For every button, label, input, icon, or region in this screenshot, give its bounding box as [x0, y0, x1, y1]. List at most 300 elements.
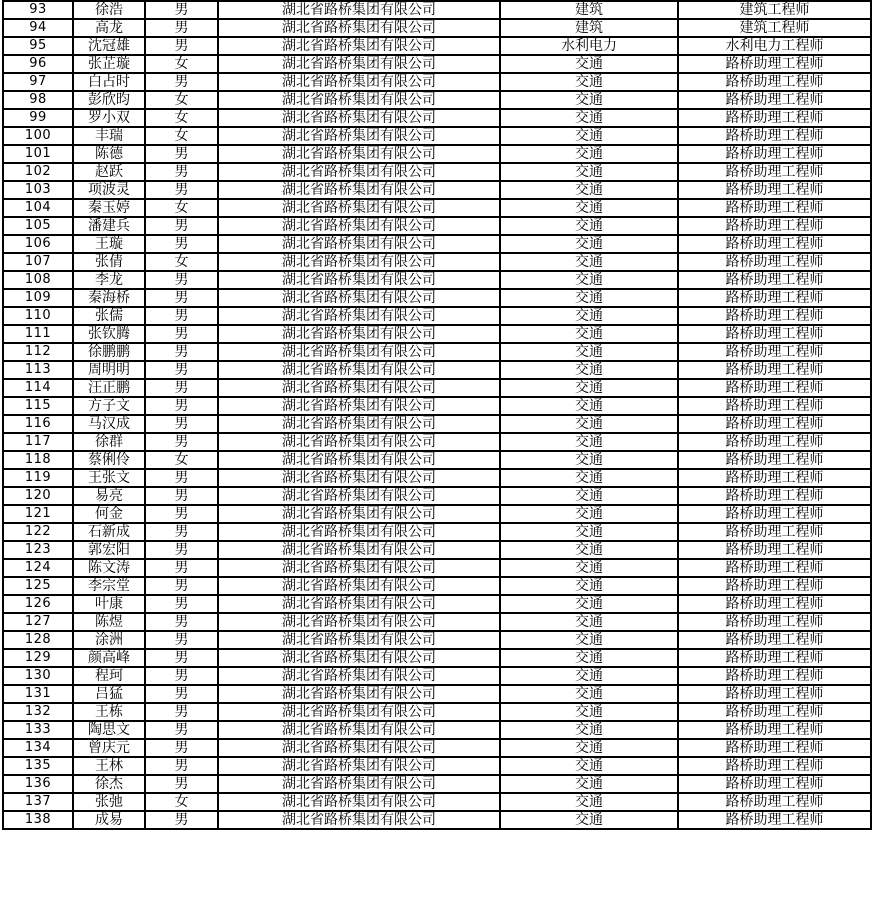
- cell-field[interactable]: 交通: [500, 397, 678, 415]
- cell-title[interactable]: 水利电力工程师: [678, 37, 871, 55]
- cell-name[interactable]: 秦玉婷: [73, 199, 145, 217]
- table-row: [3, 703, 871, 721]
- cell-gender[interactable]: 女: [145, 199, 218, 217]
- cell-row-number[interactable]: 129: [3, 649, 73, 667]
- cell-gender[interactable]: 男: [145, 397, 218, 415]
- cell-company[interactable]: 湖北省路桥集团有限公司: [218, 469, 500, 487]
- cell-field[interactable]: 交通: [500, 253, 678, 271]
- cell-gender[interactable]: 男: [145, 685, 218, 703]
- cell-name[interactable]: 徐浩: [73, 1, 145, 19]
- cell-company[interactable]: 湖北省路桥集团有限公司: [218, 613, 500, 631]
- cell-gender[interactable]: 女: [145, 127, 218, 145]
- table-row: [3, 1, 871, 19]
- cell-gender[interactable]: 男: [145, 217, 218, 235]
- cell-gender[interactable]: 男: [145, 37, 218, 55]
- cell-field[interactable]: 交通: [500, 91, 678, 109]
- cell-company[interactable]: 湖北省路桥集团有限公司: [218, 487, 500, 505]
- cell-company[interactable]: 湖北省路桥集团有限公司: [218, 649, 500, 667]
- cell-title[interactable]: 路桥助理工程师: [678, 73, 871, 91]
- cell-row-number[interactable]: 104: [3, 199, 73, 217]
- cell-row-number[interactable]: 131: [3, 685, 73, 703]
- cell-row-number[interactable]: 117: [3, 433, 73, 451]
- cell-company[interactable]: 湖北省路桥集团有限公司: [218, 217, 500, 235]
- cell-name[interactable]: 白占时: [73, 73, 145, 91]
- cell-name[interactable]: 张儒: [73, 307, 145, 325]
- cell-field[interactable]: 交通: [500, 325, 678, 343]
- cell-title[interactable]: 路桥助理工程师: [678, 505, 871, 523]
- cell-title[interactable]: 路桥助理工程师: [678, 793, 871, 811]
- cell-row-number[interactable]: 121: [3, 505, 73, 523]
- cell-title[interactable]: 路桥助理工程师: [678, 181, 871, 199]
- cell-title[interactable]: 路桥助理工程师: [678, 775, 871, 793]
- cell-company[interactable]: 湖北省路桥集团有限公司: [218, 541, 500, 559]
- cell-title[interactable]: 路桥助理工程师: [678, 55, 871, 73]
- cell-company[interactable]: 湖北省路桥集团有限公司: [218, 163, 500, 181]
- cell-title[interactable]: 路桥助理工程师: [678, 91, 871, 109]
- table-row: [3, 307, 871, 325]
- cell-company[interactable]: 湖北省路桥集团有限公司: [218, 109, 500, 127]
- cell-title[interactable]: 路桥助理工程师: [678, 667, 871, 685]
- cell-row-number[interactable]: 130: [3, 667, 73, 685]
- cell-title[interactable]: 路桥助理工程师: [678, 631, 871, 649]
- cell-title[interactable]: 路桥助理工程师: [678, 397, 871, 415]
- cell-row-number[interactable]: 138: [3, 811, 73, 829]
- cell-title[interactable]: 路桥助理工程师: [678, 145, 871, 163]
- cell-title[interactable]: 路桥助理工程师: [678, 487, 871, 505]
- cell-gender[interactable]: 男: [145, 703, 218, 721]
- cell-row-number[interactable]: 119: [3, 469, 73, 487]
- cell-field[interactable]: 水利电力: [500, 37, 678, 55]
- cell-field[interactable]: 交通: [500, 289, 678, 307]
- cell-title[interactable]: 路桥助理工程师: [678, 433, 871, 451]
- cell-company[interactable]: 湖北省路桥集团有限公司: [218, 631, 500, 649]
- cell-name[interactable]: 潘建兵: [73, 217, 145, 235]
- cell-company[interactable]: 湖北省路桥集团有限公司: [218, 397, 500, 415]
- cell-title[interactable]: 路桥助理工程师: [678, 577, 871, 595]
- cell-field[interactable]: 交通: [500, 649, 678, 667]
- cell-title[interactable]: 路桥助理工程师: [678, 325, 871, 343]
- cell-title[interactable]: 路桥助理工程师: [678, 415, 871, 433]
- cell-name[interactable]: 吕猛: [73, 685, 145, 703]
- cell-field[interactable]: 交通: [500, 181, 678, 199]
- cell-title[interactable]: 路桥助理工程师: [678, 757, 871, 775]
- cell-field[interactable]: 交通: [500, 487, 678, 505]
- cell-company[interactable]: 湖北省路桥集团有限公司: [218, 127, 500, 145]
- cell-company[interactable]: 湖北省路桥集团有限公司: [218, 595, 500, 613]
- cell-company[interactable]: 湖北省路桥集团有限公司: [218, 685, 500, 703]
- cell-gender[interactable]: 女: [145, 109, 218, 127]
- cell-company[interactable]: 湖北省路桥集团有限公司: [218, 433, 500, 451]
- table-row: [3, 469, 871, 487]
- cell-row-number[interactable]: 98: [3, 91, 73, 109]
- cell-name[interactable]: 罗小双: [73, 109, 145, 127]
- cell-company[interactable]: 湖北省路桥集团有限公司: [218, 199, 500, 217]
- cell-gender[interactable]: 男: [145, 559, 218, 577]
- cell-field[interactable]: 交通: [500, 577, 678, 595]
- cell-name[interactable]: 曾庆元: [73, 739, 145, 757]
- cell-name[interactable]: 涂洲: [73, 631, 145, 649]
- cell-title[interactable]: 路桥助理工程师: [678, 559, 871, 577]
- cell-title[interactable]: 路桥助理工程师: [678, 703, 871, 721]
- cell-row-number[interactable]: 137: [3, 793, 73, 811]
- cell-company[interactable]: 湖北省路桥集团有限公司: [218, 73, 500, 91]
- cell-field[interactable]: 交通: [500, 505, 678, 523]
- cell-name[interactable]: 秦海桥: [73, 289, 145, 307]
- cell-title[interactable]: 路桥助理工程师: [678, 127, 871, 145]
- cell-title[interactable]: 路桥助理工程师: [678, 649, 871, 667]
- cell-field[interactable]: 建筑: [500, 1, 678, 19]
- cell-field[interactable]: 交通: [500, 793, 678, 811]
- cell-field[interactable]: 交通: [500, 199, 678, 217]
- cell-gender[interactable]: 男: [145, 811, 218, 829]
- cell-gender[interactable]: 女: [145, 55, 218, 73]
- cell-title[interactable]: 路桥助理工程师: [678, 235, 871, 253]
- cell-title[interactable]: 路桥助理工程师: [678, 595, 871, 613]
- cell-gender[interactable]: 男: [145, 1, 218, 19]
- table-row: [3, 199, 871, 217]
- cell-gender[interactable]: 男: [145, 577, 218, 595]
- cell-gender[interactable]: 男: [145, 613, 218, 631]
- cell-company[interactable]: 湖北省路桥集团有限公司: [218, 235, 500, 253]
- cell-gender[interactable]: 男: [145, 469, 218, 487]
- cell-field[interactable]: 交通: [500, 613, 678, 631]
- cell-company[interactable]: 湖北省路桥集团有限公司: [218, 739, 500, 757]
- cell-name[interactable]: 王林: [73, 757, 145, 775]
- cell-row-number[interactable]: 126: [3, 595, 73, 613]
- cell-field[interactable]: 交通: [500, 379, 678, 397]
- cell-company[interactable]: 湖北省路桥集团有限公司: [218, 775, 500, 793]
- cell-title[interactable]: 路桥助理工程师: [678, 613, 871, 631]
- cell-gender[interactable]: 女: [145, 91, 218, 109]
- table-row: [3, 613, 871, 631]
- cell-gender[interactable]: 男: [145, 721, 218, 739]
- cell-field[interactable]: 交通: [500, 235, 678, 253]
- table-row: [3, 19, 871, 37]
- cell-row-number[interactable]: 95: [3, 37, 73, 55]
- cell-row-number[interactable]: 106: [3, 235, 73, 253]
- cell-company[interactable]: 湖北省路桥集团有限公司: [218, 181, 500, 199]
- cell-name[interactable]: 张弛: [73, 793, 145, 811]
- cell-field[interactable]: 建筑: [500, 19, 678, 37]
- table-row: [3, 235, 871, 253]
- cell-title[interactable]: 路桥助理工程师: [678, 199, 871, 217]
- cell-gender[interactable]: 女: [145, 451, 218, 469]
- cell-title[interactable]: 建筑工程师: [678, 19, 871, 37]
- cell-name[interactable]: 郭宏阳: [73, 541, 145, 559]
- cell-gender[interactable]: 男: [145, 235, 218, 253]
- cell-title[interactable]: 路桥助理工程师: [678, 379, 871, 397]
- cell-title[interactable]: 路桥助理工程师: [678, 451, 871, 469]
- cell-row-number[interactable]: 132: [3, 703, 73, 721]
- cell-field[interactable]: 交通: [500, 703, 678, 721]
- cell-name[interactable]: 陈文涛: [73, 559, 145, 577]
- cell-company[interactable]: 湖北省路桥集团有限公司: [218, 721, 500, 739]
- cell-field[interactable]: 交通: [500, 541, 678, 559]
- cell-field[interactable]: 交通: [500, 145, 678, 163]
- cell-company[interactable]: 湖北省路桥集团有限公司: [218, 667, 500, 685]
- cell-company[interactable]: 湖北省路桥集团有限公司: [218, 361, 500, 379]
- cell-title[interactable]: 路桥助理工程师: [678, 685, 871, 703]
- cell-title[interactable]: 路桥助理工程师: [678, 469, 871, 487]
- cell-company[interactable]: 湖北省路桥集团有限公司: [218, 415, 500, 433]
- cell-field[interactable]: 交通: [500, 127, 678, 145]
- cell-name[interactable]: 李宗堂: [73, 577, 145, 595]
- cell-title[interactable]: 建筑工程师: [678, 1, 871, 19]
- cell-gender[interactable]: 男: [145, 271, 218, 289]
- table-row: [3, 343, 871, 361]
- roster-table: [2, 0, 872, 830]
- cell-row-number[interactable]: 134: [3, 739, 73, 757]
- cell-company[interactable]: 湖北省路桥集团有限公司: [218, 757, 500, 775]
- cell-title[interactable]: 路桥助理工程师: [678, 523, 871, 541]
- cell-name[interactable]: 易亮: [73, 487, 145, 505]
- cell-title[interactable]: 路桥助理工程师: [678, 217, 871, 235]
- cell-field[interactable]: 交通: [500, 217, 678, 235]
- cell-row-number[interactable]: 127: [3, 613, 73, 631]
- cell-title[interactable]: 路桥助理工程师: [678, 253, 871, 271]
- cell-company[interactable]: 湖北省路桥集团有限公司: [218, 559, 500, 577]
- cell-title[interactable]: 路桥助理工程师: [678, 289, 871, 307]
- cell-gender[interactable]: 男: [145, 523, 218, 541]
- cell-title[interactable]: 路桥助理工程师: [678, 271, 871, 289]
- cell-company[interactable]: 湖北省路桥集团有限公司: [218, 307, 500, 325]
- cell-company[interactable]: 湖北省路桥集团有限公司: [218, 91, 500, 109]
- cell-company[interactable]: 湖北省路桥集团有限公司: [218, 577, 500, 595]
- cell-company[interactable]: 湖北省路桥集团有限公司: [218, 145, 500, 163]
- cell-field[interactable]: 交通: [500, 415, 678, 433]
- cell-row-number[interactable]: 107: [3, 253, 73, 271]
- cell-company[interactable]: 湖北省路桥集团有限公司: [218, 379, 500, 397]
- cell-row-number[interactable]: 96: [3, 55, 73, 73]
- cell-row-number[interactable]: 133: [3, 721, 73, 739]
- cell-company[interactable]: 湖北省路桥集团有限公司: [218, 811, 500, 829]
- cell-company[interactable]: 湖北省路桥集团有限公司: [218, 343, 500, 361]
- cell-name[interactable]: 张倩: [73, 253, 145, 271]
- cell-company[interactable]: 湖北省路桥集团有限公司: [218, 55, 500, 73]
- cell-field[interactable]: 交通: [500, 667, 678, 685]
- cell-row-number[interactable]: 111: [3, 325, 73, 343]
- table-row: [3, 253, 871, 271]
- cell-gender[interactable]: 男: [145, 307, 218, 325]
- cell-name[interactable]: 陈德: [73, 145, 145, 163]
- table-row: [3, 631, 871, 649]
- cell-row-number[interactable]: 93: [3, 1, 73, 19]
- cell-company[interactable]: 湖北省路桥集团有限公司: [218, 523, 500, 541]
- cell-name[interactable]: 程珂: [73, 667, 145, 685]
- cell-name[interactable]: 马汉成: [73, 415, 145, 433]
- cell-field[interactable]: 交通: [500, 343, 678, 361]
- cell-name[interactable]: 方子文: [73, 397, 145, 415]
- cell-company[interactable]: 湖北省路桥集团有限公司: [218, 271, 500, 289]
- cell-company[interactable]: 湖北省路桥集团有限公司: [218, 289, 500, 307]
- cell-gender[interactable]: 男: [145, 361, 218, 379]
- cell-gender[interactable]: 男: [145, 19, 218, 37]
- cell-gender[interactable]: 男: [145, 649, 218, 667]
- cell-gender[interactable]: 男: [145, 541, 218, 559]
- cell-row-number[interactable]: 109: [3, 289, 73, 307]
- cell-row-number[interactable]: 94: [3, 19, 73, 37]
- table-row: [3, 721, 871, 739]
- cell-row-number[interactable]: 113: [3, 361, 73, 379]
- cell-gender[interactable]: 男: [145, 343, 218, 361]
- cell-name[interactable]: 颜高峰: [73, 649, 145, 667]
- cell-row-number[interactable]: 120: [3, 487, 73, 505]
- table-row: [3, 271, 871, 289]
- cell-gender[interactable]: 男: [145, 757, 218, 775]
- cell-name[interactable]: 蔡俐伶: [73, 451, 145, 469]
- cell-company[interactable]: 湖北省路桥集团有限公司: [218, 1, 500, 19]
- cell-row-number[interactable]: 116: [3, 415, 73, 433]
- cell-gender[interactable]: 男: [145, 505, 218, 523]
- cell-company[interactable]: 湖北省路桥集团有限公司: [218, 793, 500, 811]
- cell-field[interactable]: 交通: [500, 433, 678, 451]
- cell-name[interactable]: 丰瑞: [73, 127, 145, 145]
- cell-name[interactable]: 成易: [73, 811, 145, 829]
- cell-name[interactable]: 徐群: [73, 433, 145, 451]
- cell-field[interactable]: 交通: [500, 271, 678, 289]
- cell-gender[interactable]: 男: [145, 775, 218, 793]
- cell-gender[interactable]: 男: [145, 433, 218, 451]
- table-row: [3, 595, 871, 613]
- cell-company[interactable]: 湖北省路桥集团有限公司: [218, 703, 500, 721]
- cell-row-number[interactable]: 103: [3, 181, 73, 199]
- table-row: [3, 487, 871, 505]
- cell-row-number[interactable]: 101: [3, 145, 73, 163]
- cell-gender[interactable]: 男: [145, 667, 218, 685]
- cell-name[interactable]: 石新成: [73, 523, 145, 541]
- cell-name[interactable]: 徐鹏鹏: [73, 343, 145, 361]
- cell-name[interactable]: 叶康: [73, 595, 145, 613]
- cell-field[interactable]: 交通: [500, 451, 678, 469]
- cell-gender[interactable]: 男: [145, 181, 218, 199]
- cell-field[interactable]: 交通: [500, 163, 678, 181]
- cell-title[interactable]: 路桥助理工程师: [678, 109, 871, 127]
- cell-title[interactable]: 路桥助理工程师: [678, 361, 871, 379]
- cell-name[interactable]: 项波灵: [73, 181, 145, 199]
- cell-title[interactable]: 路桥助理工程师: [678, 721, 871, 739]
- cell-company[interactable]: 湖北省路桥集团有限公司: [218, 253, 500, 271]
- table-row: [3, 649, 871, 667]
- table-row: [3, 55, 871, 73]
- cell-field[interactable]: 交通: [500, 523, 678, 541]
- cell-title[interactable]: 路桥助理工程师: [678, 307, 871, 325]
- cell-title[interactable]: 路桥助理工程师: [678, 541, 871, 559]
- cell-field[interactable]: 交通: [500, 73, 678, 91]
- cell-name[interactable]: 高龙: [73, 19, 145, 37]
- cell-gender[interactable]: 女: [145, 793, 218, 811]
- table-row: [3, 775, 871, 793]
- cell-name[interactable]: 张芷璇: [73, 55, 145, 73]
- cell-field[interactable]: 交通: [500, 811, 678, 829]
- cell-gender[interactable]: 男: [145, 73, 218, 91]
- cell-name[interactable]: 徐杰: [73, 775, 145, 793]
- cell-row-number[interactable]: 136: [3, 775, 73, 793]
- table-row: [3, 289, 871, 307]
- cell-name[interactable]: 沈冠雄: [73, 37, 145, 55]
- cell-gender[interactable]: 男: [145, 379, 218, 397]
- cell-company[interactable]: 湖北省路桥集团有限公司: [218, 505, 500, 523]
- cell-name[interactable]: 陈煜: [73, 613, 145, 631]
- cell-field[interactable]: 交通: [500, 109, 678, 127]
- cell-row-number[interactable]: 135: [3, 757, 73, 775]
- cell-title[interactable]: 路桥助理工程师: [678, 163, 871, 181]
- cell-title[interactable]: 路桥助理工程师: [678, 343, 871, 361]
- cell-company[interactable]: 湖北省路桥集团有限公司: [218, 451, 500, 469]
- cell-field[interactable]: 交通: [500, 721, 678, 739]
- cell-field[interactable]: 交通: [500, 307, 678, 325]
- cell-field[interactable]: 交通: [500, 757, 678, 775]
- cell-gender[interactable]: 男: [145, 415, 218, 433]
- cell-gender[interactable]: 男: [145, 595, 218, 613]
- cell-name[interactable]: 何金: [73, 505, 145, 523]
- cell-gender[interactable]: 男: [145, 739, 218, 757]
- cell-field[interactable]: 交通: [500, 559, 678, 577]
- cell-gender[interactable]: 男: [145, 145, 218, 163]
- cell-name[interactable]: 汪正鹏: [73, 379, 145, 397]
- table-row: [3, 811, 871, 829]
- cell-name[interactable]: 王璇: [73, 235, 145, 253]
- table-row: [3, 163, 871, 181]
- cell-gender[interactable]: 女: [145, 253, 218, 271]
- cell-company[interactable]: 湖北省路桥集团有限公司: [218, 19, 500, 37]
- cell-name[interactable]: 王张文: [73, 469, 145, 487]
- cell-gender[interactable]: 男: [145, 163, 218, 181]
- cell-row-number[interactable]: 102: [3, 163, 73, 181]
- cell-row-number[interactable]: 97: [3, 73, 73, 91]
- cell-row-number[interactable]: 99: [3, 109, 73, 127]
- cell-name[interactable]: 李龙: [73, 271, 145, 289]
- cell-row-number[interactable]: 105: [3, 217, 73, 235]
- cell-field[interactable]: 交通: [500, 631, 678, 649]
- cell-row-number[interactable]: 124: [3, 559, 73, 577]
- table-row: [3, 181, 871, 199]
- cell-field[interactable]: 交通: [500, 739, 678, 757]
- cell-row-number[interactable]: 108: [3, 271, 73, 289]
- cell-name[interactable]: 陶思文: [73, 721, 145, 739]
- cell-row-number[interactable]: 100: [3, 127, 73, 145]
- cell-row-number[interactable]: 114: [3, 379, 73, 397]
- cell-field[interactable]: 交通: [500, 55, 678, 73]
- cell-name[interactable]: 张钦腾: [73, 325, 145, 343]
- cell-gender[interactable]: 男: [145, 487, 218, 505]
- cell-company[interactable]: 湖北省路桥集团有限公司: [218, 37, 500, 55]
- cell-field[interactable]: 交通: [500, 685, 678, 703]
- cell-row-number[interactable]: 128: [3, 631, 73, 649]
- cell-row-number[interactable]: 110: [3, 307, 73, 325]
- cell-name[interactable]: 彭欣昀: [73, 91, 145, 109]
- cell-field[interactable]: 交通: [500, 361, 678, 379]
- cell-row-number[interactable]: 123: [3, 541, 73, 559]
- cell-gender[interactable]: 男: [145, 325, 218, 343]
- cell-field[interactable]: 交通: [500, 595, 678, 613]
- cell-row-number[interactable]: 115: [3, 397, 73, 415]
- cell-gender[interactable]: 男: [145, 631, 218, 649]
- cell-row-number[interactable]: 122: [3, 523, 73, 541]
- cell-gender[interactable]: 男: [145, 289, 218, 307]
- cell-row-number[interactable]: 125: [3, 577, 73, 595]
- cell-field[interactable]: 交通: [500, 469, 678, 487]
- cell-name[interactable]: 周明明: [73, 361, 145, 379]
- cell-title[interactable]: 路桥助理工程师: [678, 739, 871, 757]
- cell-name[interactable]: 赵跃: [73, 163, 145, 181]
- cell-field[interactable]: 交通: [500, 775, 678, 793]
- cell-name[interactable]: 王栋: [73, 703, 145, 721]
- table-body: [3, 1, 871, 829]
- cell-row-number[interactable]: 112: [3, 343, 73, 361]
- cell-row-number[interactable]: 118: [3, 451, 73, 469]
- cell-company[interactable]: 湖北省路桥集团有限公司: [218, 325, 500, 343]
- cell-title[interactable]: 路桥助理工程师: [678, 811, 871, 829]
